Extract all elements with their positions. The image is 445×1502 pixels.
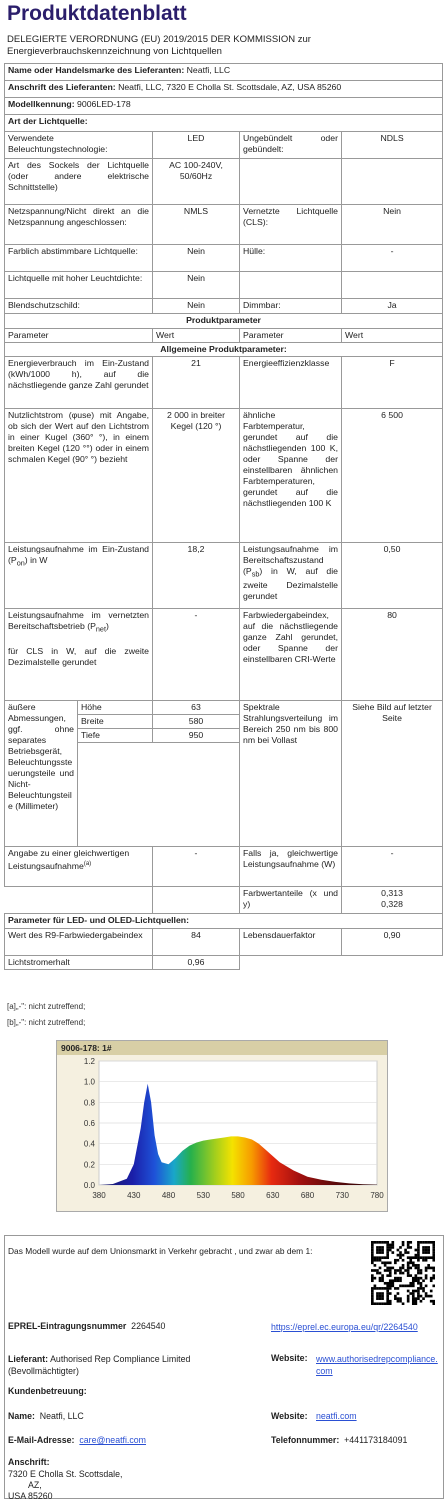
- col-value-header-2: Wert: [342, 329, 443, 343]
- dim-height-value: 63: [153, 701, 240, 715]
- ls-value2-0: NDLS: [342, 132, 443, 159]
- ls-value-0: LED: [153, 132, 240, 159]
- x-tick-label: 530: [196, 1191, 210, 1200]
- y-tick-label: 0.2: [83, 1160, 95, 1170]
- y-tick-label: 0.6: [83, 1119, 95, 1128]
- ls-value2-5: Ja: [342, 299, 443, 314]
- col-param-header: Parameter: [5, 329, 153, 343]
- eprel-label: EPREL-Eintragungsnummer 2264540: [8, 1321, 166, 1331]
- x-tick-label: 430: [127, 1191, 141, 1200]
- cs-website-link[interactable]: neatfi.com: [316, 1411, 357, 1421]
- ls-label-5: Blendschutzschild:: [5, 299, 153, 314]
- footnote-b: [b]„-": nicht zutreffend;: [7, 1018, 86, 1027]
- ls-value2-1: [342, 159, 443, 205]
- cct-label: ähnliche Farbtemperatur, gerundet auf die nächstliegenden 100 K, oder Spanne der einstellbaren ähnlichen Farbtemperaturen, gerundet auf die nächstliegenden 100 K: [240, 409, 342, 543]
- col-param-header-2: Parameter: [240, 329, 342, 343]
- y-tick-label: 1.2: [83, 1057, 95, 1066]
- chart-title: 9006-178: 1#: [57, 1041, 387, 1055]
- maint-empty: [240, 956, 443, 970]
- email-link[interactable]: care@neatfi.com: [79, 1435, 147, 1445]
- spd-label: Spektrale Strahlungsverteilung im Bereich 250 nm bis 800 nm bei Vollast: [240, 701, 342, 847]
- x-tick-label: 780: [370, 1191, 384, 1200]
- maint-label: Lichtstromerhalt: [5, 956, 153, 970]
- ifyes-value: -: [342, 847, 443, 887]
- ls-value-2: NMLS: [153, 205, 240, 245]
- col-value-header: Wert: [153, 329, 240, 343]
- x-axis: [92, 1191, 384, 1200]
- ls-label-3: Farblich abstimmbare Lichtquelle:: [5, 245, 153, 272]
- flux-label: Nutzlichtstrom (φuse) mit Angabe, ob sich der Wert auf den Lichtstrom in einer Kugel (360° °), in einem breiten Kegel (120 °°) oder in einem schmalen Kegel (90° °) bezieht: [5, 409, 153, 543]
- r9-value: 84: [153, 929, 240, 956]
- x-tick-label: 630: [266, 1191, 280, 1200]
- ls-value-3: Nein: [153, 245, 240, 272]
- pon-value: 18,2: [153, 543, 240, 609]
- dims-label: äußere Abmessungen, ggf. ohne separates Betriebsgerät, Beleuchtungssteuerungsteile und Nicht-Beleuchtungsteile (Millimeter): [5, 701, 78, 847]
- cri-value: 80: [342, 609, 443, 701]
- y-tick-label: 0.8: [83, 1098, 95, 1108]
- energy-value: 21: [153, 357, 240, 409]
- market-text: Das Modell wurde auf dem Unionsmarkt in Verkehr gebracht , und zwar ab dem 1:: [8, 1246, 313, 1256]
- dims-empty: [78, 743, 240, 847]
- energy-label: Energieverbrauch im Ein-Zustand (kWh/1000 h), auf die nächstliegende ganze Zahl gerundet: [5, 357, 153, 409]
- x-tick-label: 680: [300, 1191, 315, 1200]
- dim-depth-label: Tiefe: [78, 729, 153, 743]
- psb-value: 0,50: [342, 543, 443, 609]
- spd-value: Siehe Bild auf letzter Seite: [342, 701, 443, 847]
- equiv-value: -: [153, 847, 240, 887]
- customer-service-heading: Kundenbetreuung:: [8, 1386, 87, 1396]
- ls-value2-4: [342, 272, 443, 299]
- agent-info: Lieferant: Authorised Rep Compliance Limited (Bevollmächtigter): [8, 1354, 191, 1376]
- ls-label2-5: Dimmbar:: [240, 299, 342, 314]
- y-tick-label: 0.0: [83, 1181, 95, 1190]
- ls-label2-0: Ungebündelt oder gebündelt:: [240, 132, 342, 159]
- general-params-section: Allgemeine Produktparameter:: [5, 343, 443, 357]
- spectrum-chart-panel: [56, 1040, 388, 1212]
- chroma-value: 0,313 0,328: [342, 887, 443, 914]
- equiv-label: Angabe zu einer gleichwertigen Leistungsaufnahme$^{(a)}$: [5, 847, 153, 887]
- ls-label2-2: Vernetzte Lichtquelle (CLS):: [240, 205, 342, 245]
- x-tick-label: 730: [335, 1191, 349, 1200]
- ls-value2-3: -: [342, 245, 443, 272]
- agent-website-label: Website:: [271, 1353, 308, 1363]
- model-row: Modellkennung: 9006LED-178: [5, 98, 443, 115]
- dim-width-label: Breite: [78, 715, 153, 729]
- spectrum-chart: [57, 1055, 387, 1211]
- ls-label-2: Netzspannung/Nicht direkt an die Netzspannung angeschlossen:: [5, 205, 153, 245]
- regulation-line-2: Energieverbrauchskennzeichnung von Lichtquellen: [7, 46, 222, 57]
- page-title: Produktdatenblatt: [7, 2, 187, 25]
- life-value: 0,90: [342, 929, 443, 956]
- ls-label-4: Lichtquelle mit hoher Leuchtdichte:: [5, 272, 153, 299]
- x-tick-label: 580: [231, 1191, 245, 1200]
- ls-value2-2: Nein: [342, 205, 443, 245]
- qr-code-icon[interactable]: [371, 1241, 435, 1305]
- efficiency-class-label: Energieeffizienzklasse: [240, 357, 342, 409]
- cct-value: 6 500: [342, 409, 443, 543]
- light-source-section: Art der Lichtquelle:: [5, 115, 443, 132]
- y-tick-label: 1.0: [83, 1077, 95, 1087]
- ls-label2-1: [240, 159, 342, 205]
- ls-label-0: Verwendete Beleuchtungstechnologie:: [5, 132, 153, 159]
- ls-label2-3: Hülle:: [240, 245, 342, 272]
- ls-value-1: AC 100-240V, 50/60Hz: [153, 159, 240, 205]
- ifyes-label: Falls ja, gleichwertige Leistungsaufnahme (W): [240, 847, 342, 887]
- cri-label: Farbwiedergabeindex, auf die nächstliegende ganze Zahl gerundet, oder Spanne der einstellbaren CRI-Werte: [240, 609, 342, 701]
- cs-website-label: Website:: [271, 1411, 308, 1421]
- pnet-value: -: [153, 609, 240, 701]
- chroma-label: Farbwertanteile (x und y): [240, 887, 342, 914]
- dim-width-value: 580: [153, 715, 240, 729]
- ls-value-4: Nein: [153, 272, 240, 299]
- led-params-section: Parameter für LED- und OLED-Lichtquellen:: [5, 914, 443, 929]
- ls-label-1: Art des Sockels der Lichtquelle (oder andere elektrische Schnittstelle): [5, 159, 153, 205]
- footer-info: [4, 1235, 444, 1499]
- product-params-section: Produktparameter: [5, 314, 443, 329]
- psb-label: Leistungsaufnahme im Bereitschaftszustand $(P_{sb})$ in W, auf die zweite Dezimalstelle gerundet: [240, 543, 342, 609]
- r9-label: Wert des R9-Farbwiedergabeindex: [5, 929, 153, 956]
- cs-address-label: Anschrift:: [8, 1457, 50, 1467]
- chroma-empty-2: [153, 887, 240, 914]
- eprel-link[interactable]: https://eprel.ec.europa.eu/qr/2264540: [271, 1322, 418, 1332]
- footnote-a: [a]„-": nicht zutreffend;: [7, 1002, 86, 1011]
- product-data-table: [4, 63, 443, 970]
- flux-value: 2 000 in breiter Kegel (120 °): [153, 409, 240, 543]
- x-tick-label: 380: [92, 1191, 106, 1200]
- life-label: Lebensdauerfaktor: [240, 929, 342, 956]
- cs-address: 7320 E Cholla St. Scottsdale, AZ, USA 85260: [8, 1469, 123, 1501]
- pnet-label: Leistungsaufnahme im vernetzten Bereitschaftsbetrieb $(P_{net})$ für CLS in W, auf die zweite Dezimalstelle gerundet: [5, 609, 153, 701]
- regulation-line-1: DELEGIERTE VERORDNUNG (EU) 2019/2015 DER KOMMISSION zur: [7, 34, 311, 45]
- pon-label: Leistungsaufnahme im Ein-Zustand $(P_{on})$ in W: [5, 543, 153, 609]
- y-axis: [84, 1057, 96, 1190]
- cs-name: Name: Neatfi, LLC: [8, 1411, 84, 1421]
- cs-email: E-Mail-Adresse: care@neatfi.com: [8, 1435, 147, 1445]
- chroma-empty: [5, 887, 153, 914]
- efficiency-class-value: F: [342, 357, 443, 409]
- agent-website-link[interactable]: www.authorisedrepcompliance.com: [316, 1354, 438, 1376]
- cs-phone: Telefonnummer: +441173184091: [271, 1435, 408, 1445]
- maint-value: 0,96: [153, 956, 240, 970]
- ls-label2-4: [240, 272, 342, 299]
- supplier-name-row: Name oder Handelsmarke des Lieferanten: Neatfi, LLC: [5, 64, 443, 81]
- dim-depth-value: 950: [153, 729, 240, 743]
- ls-value-5: Nein: [153, 299, 240, 314]
- y-tick-label: 0.4: [83, 1139, 95, 1149]
- supplier-address-row: Anschrift des Lieferanten: Neatfi, LLC, 7320 E Cholla St. Scottsdale, AZ, USA 85260: [5, 81, 443, 98]
- x-tick-label: 480: [161, 1191, 176, 1200]
- dim-height-label: Höhe: [78, 701, 153, 715]
